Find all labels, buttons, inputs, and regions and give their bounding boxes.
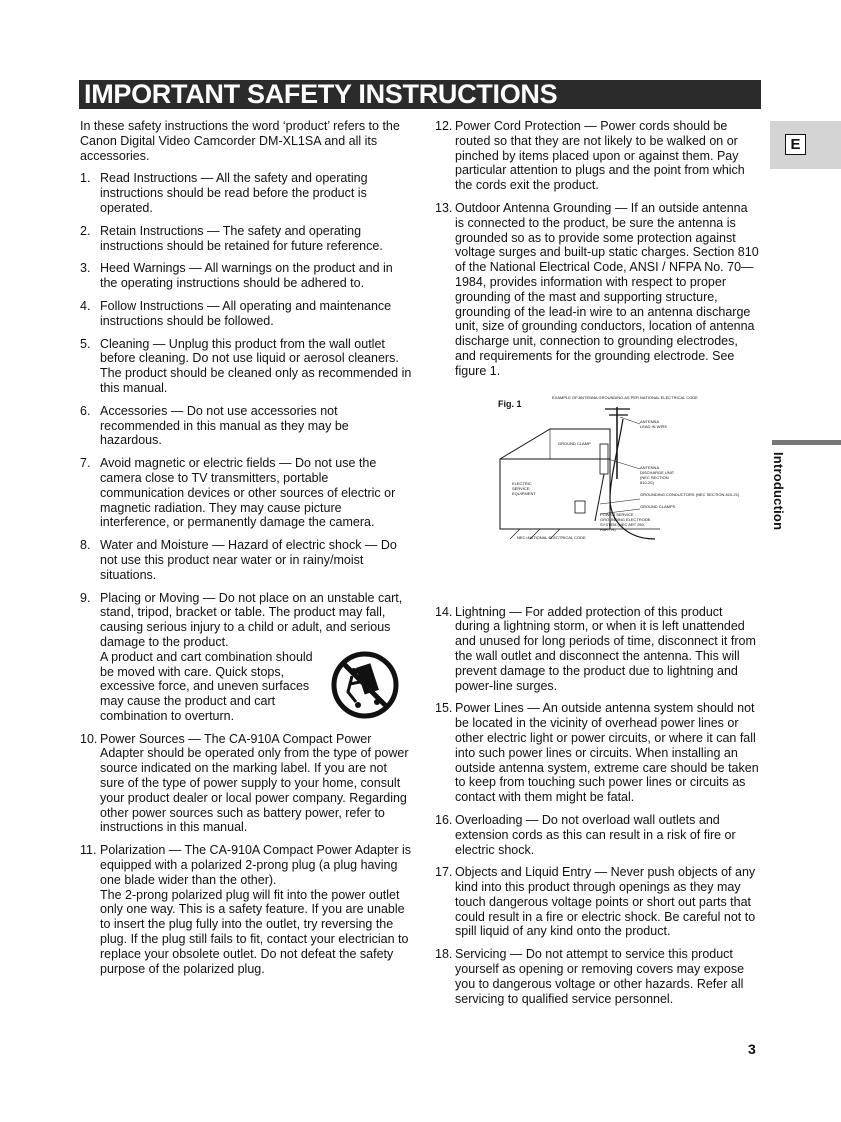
- list-item: 17. Objects and Liquid Entry — Never push objects of any kind into this product through openings as they may touch dangerous voltage points or short out parts that could result in a fire or electric shock. Be careful not to spill liquid of any kind onto the product.: [435, 865, 756, 939]
- section-label: Introduction: [771, 452, 786, 531]
- figure-caption: EXAMPLE OF ANTENNA GROUNDING AS PER NATIONAL ELECTRICAL CODE: [552, 394, 698, 400]
- list-item: 18. Servicing — Do not attempt to service this product yourself as opening or removing covers may expose you to dangerous voltage or other hazards. Refer all servicing to qualified service personnel.: [435, 947, 745, 1006]
- intro-paragraph: In these safety instructions the word ‘product’ refers to the Canon Digital Video Camcorder DM-XL1SA and all its accessories.: [80, 119, 400, 163]
- antenna-grounding-figure: [490, 389, 790, 589]
- list-item: 2. Retain Instructions — The safety and operating instructions should be retained for future reference.: [80, 223, 383, 253]
- list-item: 5. Cleaning — Unplug this product from the wall outlet before cleaning. Do not use liquid or aerosol cleaners. The product should be cleaned only as recommended in this manual.: [80, 336, 412, 395]
- list-item: 14. Lightning — For added protection of this product during a lightning storm, or when it is left unattended and unused for long periods of time, disconnect it from the wall outlet and disconnect the antenna. This will prevent damage to the product due to lightning and power-line surges.: [435, 604, 756, 693]
- list-item: 11. Polarization — The CA-910A Compact Power Adapter is equipped with a polarized 2-prong plug (a plug having one blade wider than the other). The 2-prong polarized plug will fit into the power outlet only one way. This is a safety feature. If you are unable to insert the plug fully into the outlet, try reversing the plug. If the plug still fails to fit, contact your electrician to replace your obsolete outlet. Do not defeat the safety purpose of the polarized plug.: [80, 843, 412, 976]
- title-bar: [79, 80, 761, 109]
- page-number: 3: [748, 1041, 756, 1057]
- list-item: 3. Heed Warnings — All warnings on the product and in the operating instructions should be adhered to.: [80, 261, 393, 291]
- conductors-label: GROUNDING CONDUCTORS (NEC SECTION 810-21): [640, 491, 740, 497]
- clamps-label: GROUND CLAMPS: [640, 503, 676, 509]
- cart-warning-text: A product and cart combination should be moved with care. Quick stops, excessive force, and uneven surfaces may cause the product and cart combination to overturn.: [100, 649, 313, 723]
- language-tab: [770, 121, 841, 169]
- nec-label: NEC=NATIONAL ELECTRICAL CODE: [517, 534, 586, 540]
- list-item: 12. Power Cord Protection — Power cords should be routed so that they are not likely to be walked on or pinched by items placed upon or against them. Pay particular attention to plugs and the point from which the cords exit the product.: [435, 119, 745, 193]
- list-item: 4. Follow Instructions — All operating and maintenance instructions should be followed.: [80, 298, 392, 328]
- right-column: [435, 119, 760, 1014]
- page-title: IMPORTANT SAFETY INSTRUCTIONS: [84, 79, 558, 109]
- language-badge: E: [785, 134, 806, 155]
- list-item: 16. Overloading — Do not overload wall outlets and extension cords as this can result in a risk of fire or electric shock.: [435, 812, 736, 857]
- ground-clamp-label: GROUND CLAMP: [558, 440, 591, 446]
- list-item: 13. Outdoor Antenna Grounding — If an outside antenna is connected to the product, be sure the antenna is grounded so as to provide some protection against voltage surges and built-up static charges. Section 810 of the National Electrical Code, ANSI / NFPA No. 70—1984, provides information with respect to proper grounding of the mast and supporting structure, grounding of the lead-in wire to an antenna discharge unit, size of grounding conductors, location of antenna discharge unit, connection to grounding electrodes, and requirements for the grounding electrode. See figure 1.: [435, 200, 759, 378]
- electric-service-label: ELECTRIC SERVICE EQUIPMENT: [512, 480, 536, 496]
- list-item: 1. Read Instructions — All the safety and operating instructions should be read before the product is operated.: [80, 171, 368, 215]
- list-item: 6. Accessories — Do not use accessories not recommended in this manual as they may be hazardous.: [80, 403, 349, 448]
- list-item: 9. Placing or Moving — Do not place on an unstable cart, stand, tripod, bracket or table. The product may fall, causing serious injury to a child or adult, and serious damage to the product. A product and cart combination should be moved with care. Quick stops, excessive force, and uneven surfaces may cause the product and cart combination to overturn.: [80, 590, 403, 723]
- list-item: 7. Avoid magnetic or electric fields — Do not use the camera close to TV transmitters, portable communication devices or other sources of electric or magnetic radiation. They may cause picture interference, or permanently damage the camera.: [80, 456, 396, 530]
- left-column: [80, 119, 412, 984]
- figure-label: Fig. 1: [498, 398, 522, 409]
- discharge-label: ANTENNA DISCHARGE UNIT (NEC SECTION 810-20): [640, 464, 675, 485]
- power-service-label: POWER SERVICE GROUNDING ELECTRODE SYSTEM (NEC ART 250, PART H): [600, 511, 651, 532]
- list-item: 15. Power Lines — An outside antenna system should not be located in the vicinity of overhead power lines or other electric light or power circuits, or where it can fall into such power lines or circuits. When installing an outside antenna system, extreme care should be taken to keep from touching such power lines or circuits as contact with them might be fatal.: [435, 701, 759, 805]
- antenna-lead-label: ANTENNA LEAD IN WIRE: [640, 418, 668, 429]
- cart-warning-icon: [330, 650, 400, 720]
- list-item: 8. Water and Moisture — Hazard of electric shock — Do not use this product near water or in rainy/moist situations.: [80, 538, 397, 582]
- list-item: 10. Power Sources — The CA-910A Compact Power Adapter should be operated only from the type of power source indicated on the marking label. If you are not sure of the type of power supply to your home, consult your product dealer or local power company. Regarding other power sources such as battery power, refer to instructions in this manual.: [80, 731, 409, 835]
